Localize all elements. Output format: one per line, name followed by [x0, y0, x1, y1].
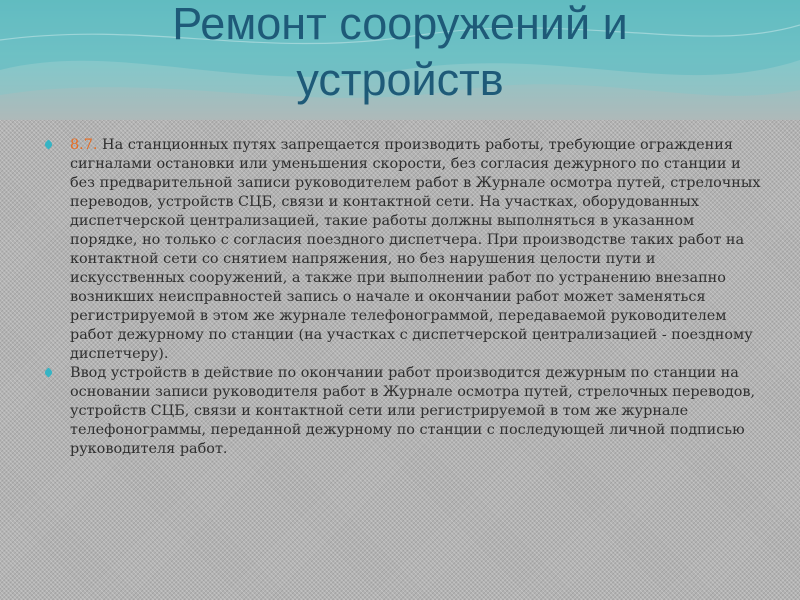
- slide-title: [0, 0, 800, 108]
- title-line-1: Ремонт сооружений и: [172, 0, 628, 49]
- bullet-icon: [44, 368, 54, 378]
- paragraph-2-text: Ввод устройств в действие по окончании работ производится дежурным по станции на основании записи руководителя работ в Журнале осмотра путей, стрелочных переводов, устройств СЦБ, связи и контактной сети или регистрируемой в том же журнале телефонограммы, переданной дежурному по станции с последующей личной подписью руководителя работ.: [70, 365, 756, 457]
- body-content: [44, 136, 764, 459]
- bullet-icon: [44, 140, 54, 150]
- title-line-2: устройств: [296, 54, 504, 105]
- paragraph-1-text: На станционных путях запрещается производить работы, требующие ограждения сигналами остановки или уменьшения скорости, без согласия дежурного по станции и без предварительной записи руководителем работ в Журнале осмотра путей, стрелочных переводов, устройств СЦБ, связи и контактной сети. На участках, оборудованных диспетчерской централизацией, такие работы должны выполняться в указанном порядке, но только с согласия поездного диспетчера. При производстве таких работ на контактной сети со снятием напряжения, но без нарушения целости пути и искусственных сооружений, а также при выполнении работ по устранению внезапно возникших неисправностей запись о начале и окончании работ может заменяться регистрируемой в этом же журнале телефонограммой, передаваемой руководителем работ дежурному по станции (на участках с диспетчерской централизацией - поездному диспетчеру).: [70, 137, 761, 362]
- paragraph-2: [44, 364, 764, 459]
- paragraph-1: [44, 136, 764, 364]
- clause-number: 8.7.: [70, 137, 98, 153]
